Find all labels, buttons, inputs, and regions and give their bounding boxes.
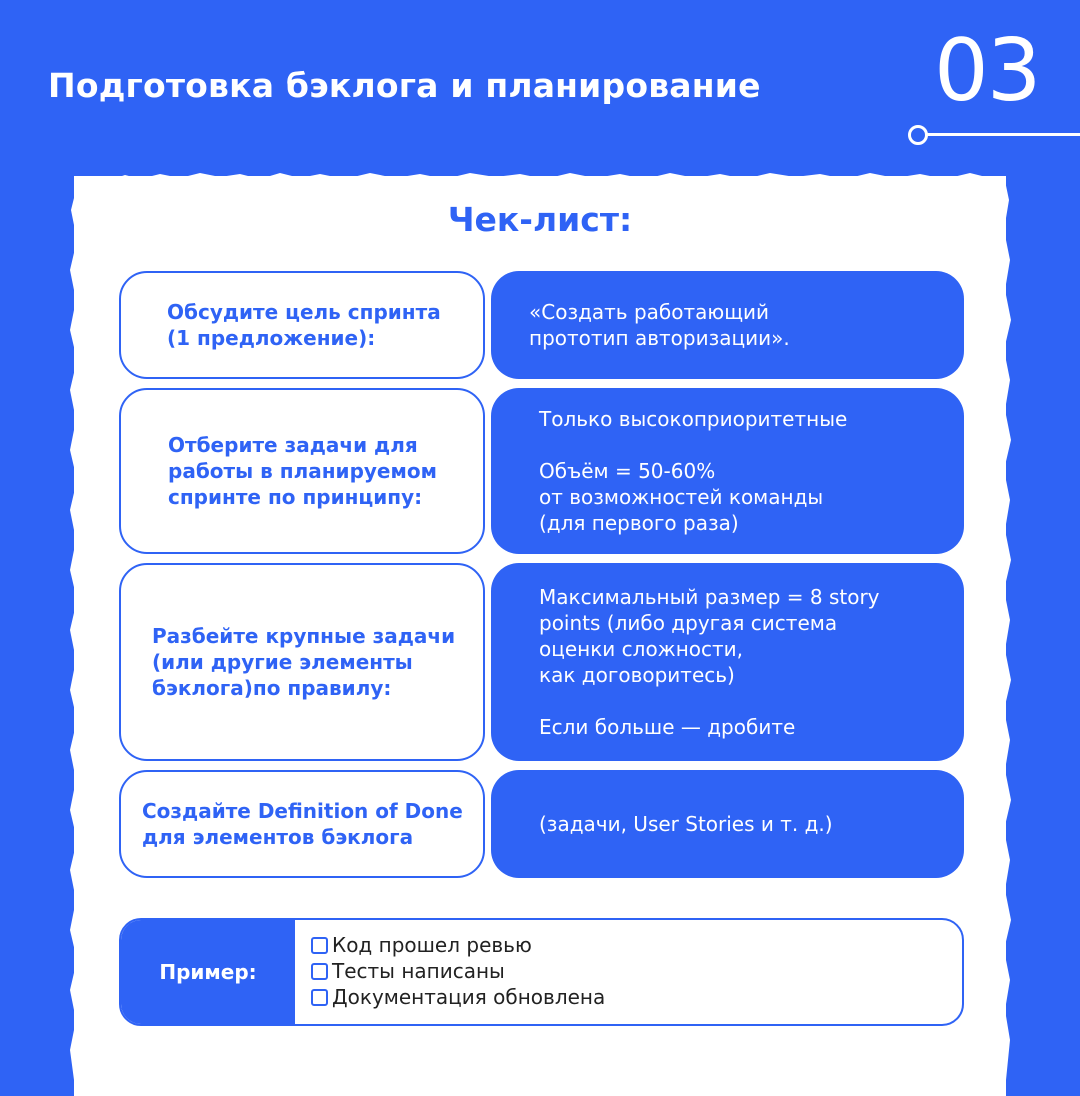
- detail-card-select-tasks: [491, 388, 964, 554]
- checkbox-icon[interactable]: [311, 989, 328, 1006]
- list-item[interactable]: [311, 984, 605, 1010]
- detail-card-dod: [491, 770, 964, 878]
- example-label-box: [121, 920, 295, 1024]
- detail-card-split-tasks-text: Максимальный размер = 8 story points (либо другая система оценки сложности, как договоритесь) Если больше — дробите: [539, 585, 880, 739]
- checkbox-icon[interactable]: [311, 937, 328, 954]
- example-list: [311, 932, 605, 1010]
- list-item[interactable]: [311, 958, 605, 984]
- step-card-select-tasks: [119, 388, 485, 554]
- example-box: [119, 918, 964, 1026]
- detail-card-split-tasks: [491, 563, 964, 761]
- checkbox-icon[interactable]: [311, 963, 328, 980]
- slide-number: 03: [934, 21, 1040, 121]
- step-card-dod: [119, 770, 485, 878]
- detail-card-dod-text: (задачи, User Stories и т. д.): [539, 812, 833, 836]
- list-item-label: Код прошел ревью: [332, 933, 532, 957]
- example-label: Пример:: [159, 960, 257, 984]
- step-card-select-tasks-text: Отберите задачи для работы в планируемом спринте по принципу:: [168, 433, 437, 509]
- detail-card-goal-text: «Создать работающий прототип авторизации».: [529, 300, 790, 350]
- list-item-label: Тесты написаны: [332, 959, 505, 983]
- list-item-label: Документация обновлена: [332, 985, 606, 1009]
- step-card-split-tasks: [119, 563, 485, 761]
- list-item[interactable]: [311, 932, 605, 958]
- step-card-goal: [119, 271, 485, 379]
- detail-card-select-tasks-text: Только высокоприоритетные Объём = 50-60% от возможностей команды (для первого раза): [539, 407, 848, 535]
- step-card-goal-text: Обсудите цель спринта (1 предложение):: [167, 300, 441, 350]
- detail-card-goal: [491, 271, 964, 379]
- page-title: Подготовка бэклога и планирование: [48, 66, 761, 105]
- step-card-dod-text: Создайте Definition of Done для элементов бэклога: [142, 799, 463, 849]
- step-card-split-tasks-text: Разбейте крупные задачи (или другие элементы бэклога)по правилу:: [152, 624, 456, 700]
- checklist-title: Чек-лист:: [447, 200, 633, 239]
